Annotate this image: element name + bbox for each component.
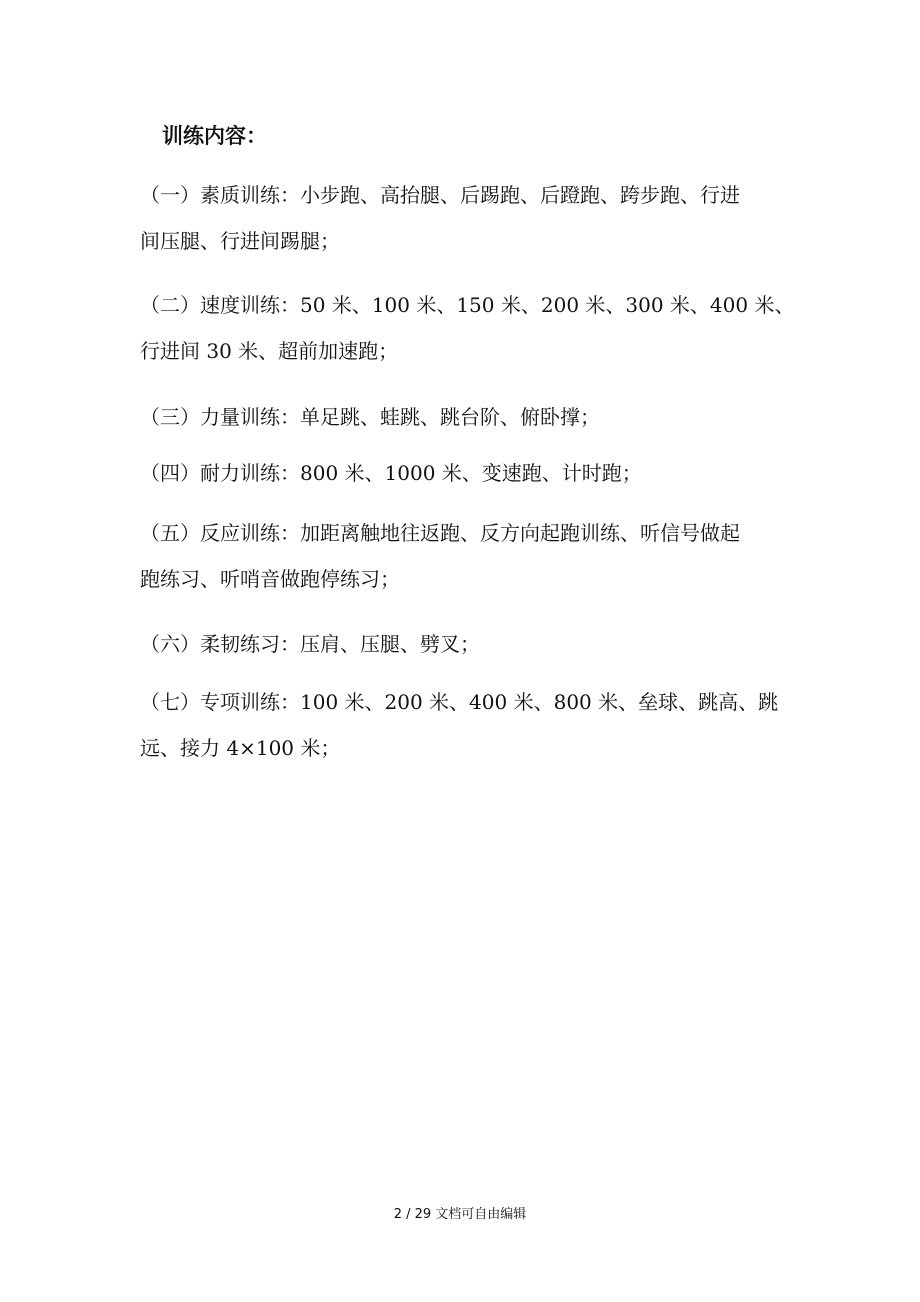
training-item-line: （七）专项训练：100 米、200 米、400 米、800 米、垒球、跳高、跳 <box>140 690 779 714</box>
training-item-line: 跑练习、听哨音做跑停练习； <box>140 567 400 591</box>
training-item-5 <box>140 510 785 602</box>
training-item-line: （二）速度训练：50 米、100 米、150 米、200 米、300 米、400 米、 <box>140 293 795 317</box>
training-item-line: 远、接力 4×100 米； <box>140 736 341 760</box>
section-heading: 训练内容： <box>162 124 267 148</box>
page-footer: 2 / 29 文档可自由编辑 <box>393 1207 527 1222</box>
training-item-7 <box>140 679 785 771</box>
training-item-3 <box>140 394 785 440</box>
training-item-line: （四）耐力训练：800 米、1000 米、变速跑、计时跑； <box>140 461 642 485</box>
training-item-line: （一）素质训练：小步跑、高抬腿、后踢跑、后蹬跑、跨步跑、行进 <box>140 183 740 207</box>
training-item-1 <box>140 172 785 264</box>
training-item-line: （三）力量训练：单足跳、蛙跳、跳台阶、俯卧撑； <box>140 405 600 429</box>
training-item-line: （六）柔韧练习：压肩、压腿、劈叉； <box>140 632 480 656</box>
training-item-2 <box>140 282 795 374</box>
training-item-line: 间压腿、行进间踢腿； <box>140 229 340 253</box>
training-item-line: （五）反应训练：加距离触地往返跑、反方向起跑训练、听信号做起 <box>140 521 740 545</box>
training-item-4 <box>140 450 785 496</box>
training-item-6 <box>140 621 785 667</box>
training-item-line: 行进间 30 米、超前加速跑； <box>140 339 399 363</box>
